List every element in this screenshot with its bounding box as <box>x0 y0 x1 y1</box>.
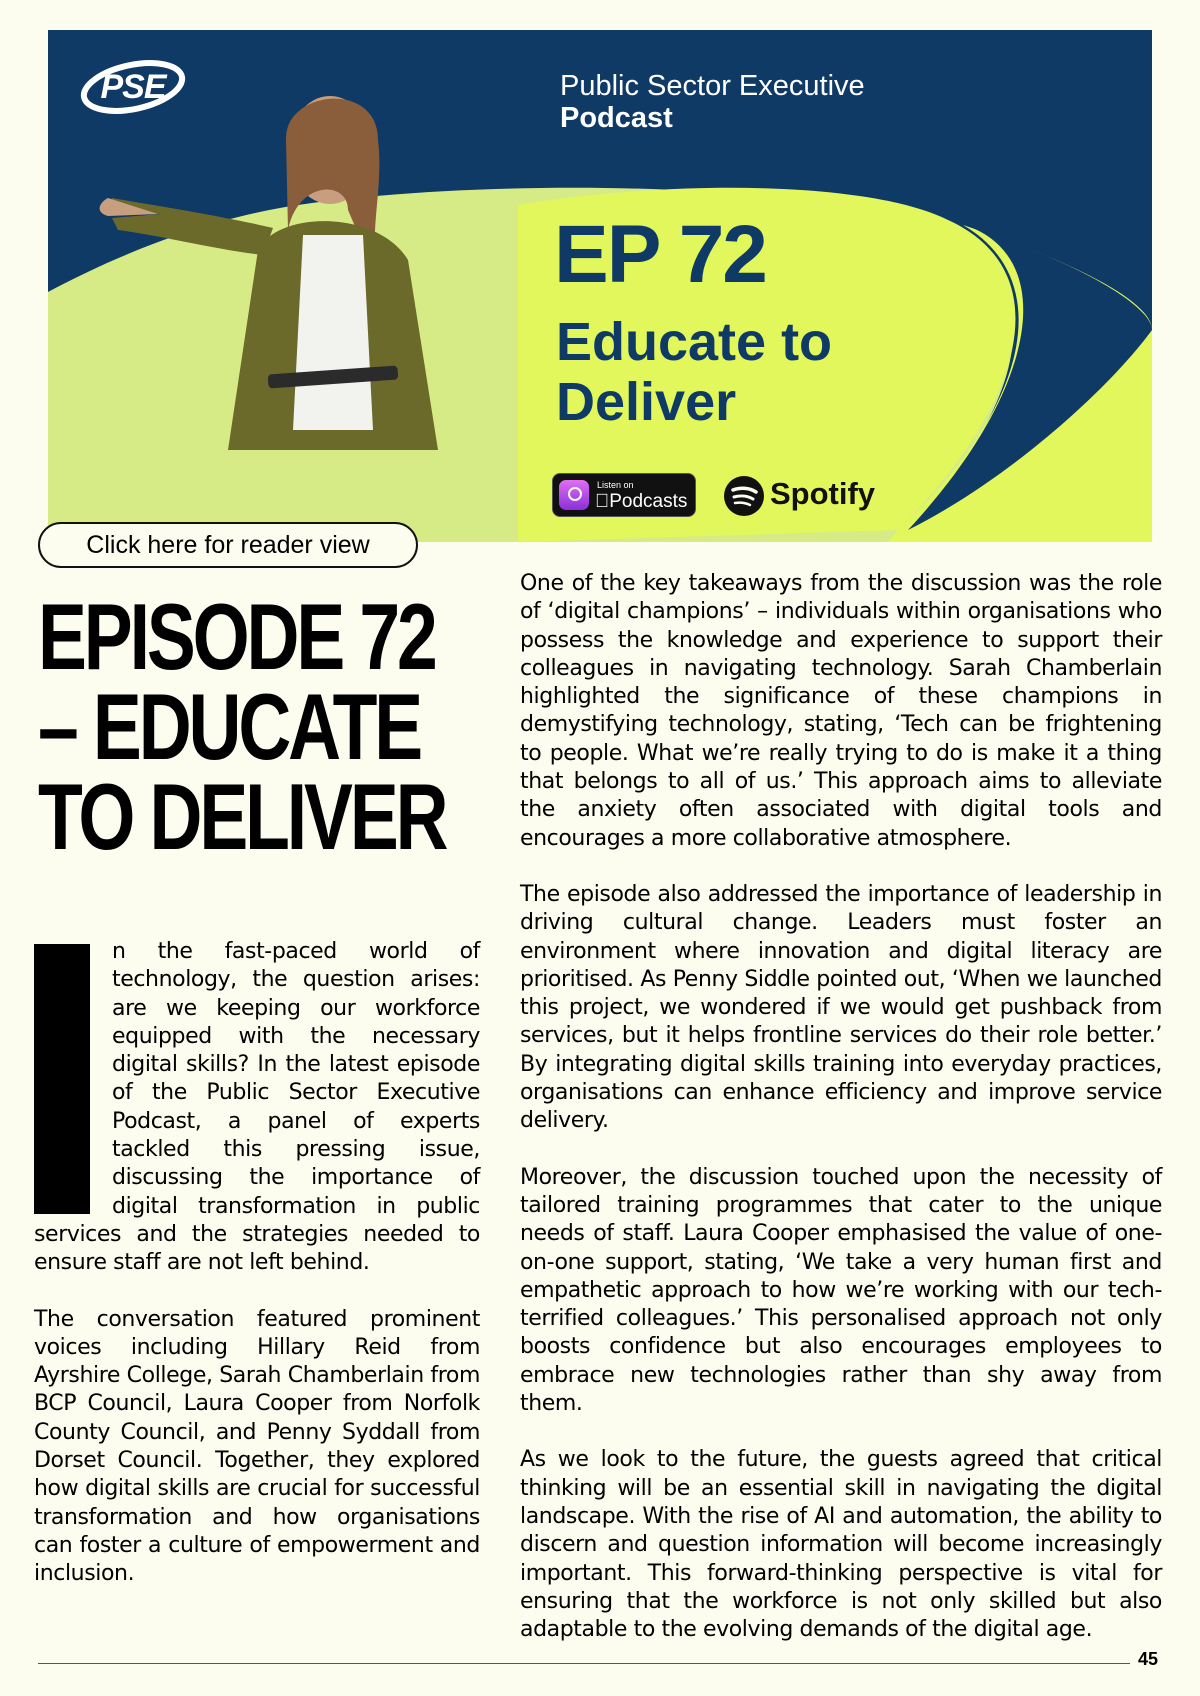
badge-big-text: Podcasts <box>595 491 674 512</box>
paragraph: Moreover, the discussion touched upon the necessity of tailored training programmes that cater to the unique needs of staff. Laura Cooper emphasised the value of one-on-one support, stating, ‘We take a very human first and empathetic approach to how we’re working with our tech-terrified colleagues.’ This personalised approach not only boosts confidence but also encourages employees to embrace new technologies rather than shy away from them. <box>520 1164 1162 1417</box>
apple-podcasts-badge[interactable] <box>552 473 696 517</box>
footer-rule <box>38 1663 1130 1664</box>
article-headline: EPISODE 72 – EDUCATE TO DELIVER <box>38 584 446 869</box>
reader-view-button[interactable]: Click here for reader view <box>38 522 418 568</box>
left-column <box>34 938 480 1617</box>
logo-text: PSE <box>100 67 166 106</box>
right-column <box>520 570 1162 1672</box>
page-number: 45 <box>1138 1649 1159 1669</box>
paragraph: As we look to the future, the guests agreed that critical thinking will be an essential skill in navigating the digital landscape. With the rise of AI and automation, the ability to discern and question information will become increasingly important. This forward-thinking perspective is vital for ensuring that the workforce is not only skilled but also adaptable to the evolving demands of the digital age. <box>520 1447 1162 1643</box>
spotify-icon <box>724 476 764 516</box>
banner-title-line1: Public Sector Executive <box>560 70 865 102</box>
spotify-wordmark: Spotify <box>770 476 876 511</box>
banner-title <box>560 70 865 134</box>
episode-number: EP 72 <box>554 209 766 300</box>
drop-cap-i <box>34 944 90 1214</box>
pse-logo <box>78 56 188 118</box>
paragraph: The episode also addressed the importance of leadership in driving cultural change. Leaders must foster an environment where innovation and digital literacy are prioritised. As Penny Siddle pointed out, ‘When we launched this project, we wondered if we would get pushback from services, but it helps frontline services do their role better.’ By integrating digital skills training into everyday practices, organisations can enhance efficiency and improve service delivery. <box>520 881 1162 1134</box>
apple-podcasts-icon <box>559 480 589 510</box>
episode-title: Educate to Deliver <box>556 312 833 432</box>
podcast-banner[interactable] <box>48 30 1152 542</box>
banner-title-line2: Podcast <box>560 102 673 134</box>
paragraph: The conversation featured prominent voices including Hillary Reid from Ayrshire College, Sarah Chamberlain from BCP Council, Laura Cooper from Norfolk County Council, and Penny Syddall from Dorset Council. Together, they explored how digital skills are crucial for successful transformation and how organisations can foster a culture of empowerment and inclusion. <box>34 1306 480 1587</box>
badge-small-text: Listen on <box>597 480 634 490</box>
paragraph: n the fast-paced world of technology, the question arises: are we keeping our workforce equipped with the necessary digital skills? In the latest episode of the Public Sector Executive Podcast, a panel of experts tackled this pressing issue, discussing the importance of digital transformation in public services and the strategies needed to ensure staff are not left behind. <box>34 939 480 1276</box>
paragraph: One of the key takeaways from the discussion was the role of ‘digital champions’ – individuals within organisations who possess the knowledge and experience to support their colleagues in navigating technology. Sarah Chamberlain highlighted the significance of these champions in demystifying technology, stating, ‘Tech can be frightening to people. What we’re really trying to do is make it a thing that belongs to all of us.’ This approach aims to alleviate the anxiety often associated with digital tools and encourages a more collaborative atmosphere. <box>520 571 1162 851</box>
